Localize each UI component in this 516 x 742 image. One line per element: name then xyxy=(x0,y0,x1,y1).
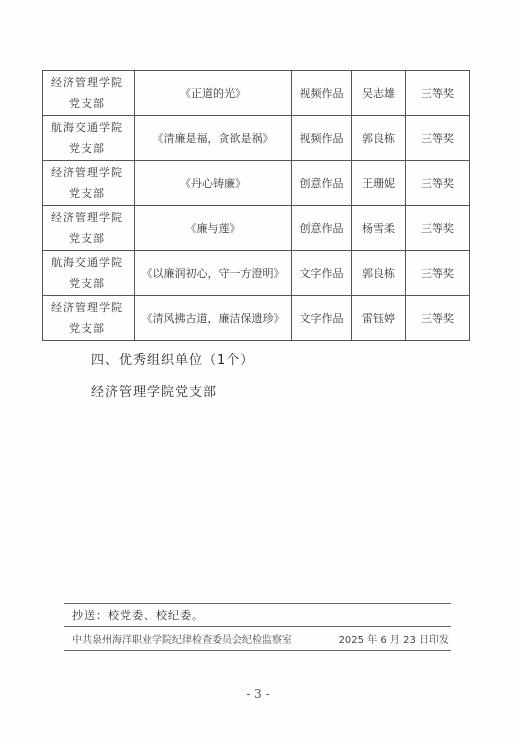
page-number: - 3 - xyxy=(246,687,270,701)
unit-cell xyxy=(43,251,135,296)
unit-branch: 党支部 xyxy=(69,277,105,290)
work-title-cell: 《清风拂古道，廉洁保遗珍》 xyxy=(135,296,292,341)
unit-branch: 党支部 xyxy=(69,187,105,200)
unit-name: 经济管理学院 xyxy=(51,211,123,224)
author-cell: 王珊妮 xyxy=(352,161,406,206)
cc-line: 抄送：校党委、校纪委。 xyxy=(72,609,204,622)
unit-name: 经济管理学院 xyxy=(51,166,123,179)
author-cell: 郭良栋 xyxy=(352,251,406,296)
work-type-cell: 视频作品 xyxy=(292,71,352,116)
unit-branch: 党支部 xyxy=(69,232,105,245)
unit-branch: 党支部 xyxy=(69,97,105,110)
work-title-cell: 《以廉润初心，守一方澄明》 xyxy=(135,251,292,296)
work-title-cell: 《正道的光》 xyxy=(135,71,292,116)
table-row xyxy=(43,251,470,296)
prize-cell: 三等奖 xyxy=(406,71,470,116)
unit-cell xyxy=(43,116,135,161)
author-cell: 吴志雄 xyxy=(352,71,406,116)
prize-cell: 三等奖 xyxy=(406,251,470,296)
awards-table xyxy=(42,70,470,341)
section-heading: 四、优秀组织单位（1个） xyxy=(91,353,255,368)
organization-name: 经济管理学院党支部 xyxy=(91,385,218,400)
work-title-cell: 《丹心铸廉》 xyxy=(135,161,292,206)
work-type-cell: 文字作品 xyxy=(292,251,352,296)
unit-name: 航海交通学院 xyxy=(51,256,123,269)
unit-name: 经济管理学院 xyxy=(51,301,123,314)
issue-date: 2025 年 6 月 23 日印发 xyxy=(338,635,449,646)
table-row xyxy=(43,296,470,341)
author-cell: 雷钰婷 xyxy=(352,296,406,341)
author-cell: 杨雪柔 xyxy=(352,206,406,251)
issuer-name: 中共泉州海洋职业学院纪律检查委员会纪检监察室 xyxy=(72,635,292,646)
unit-cell xyxy=(43,206,135,251)
unit-branch: 党支部 xyxy=(69,142,105,155)
unit-cell xyxy=(43,296,135,341)
prize-cell: 三等奖 xyxy=(406,296,470,341)
work-title-cell: 《廉与莲》 xyxy=(135,206,292,251)
work-type-cell: 创意作品 xyxy=(292,206,352,251)
unit-branch: 党支部 xyxy=(69,322,105,335)
table-row xyxy=(43,206,470,251)
work-type-cell: 视频作品 xyxy=(292,116,352,161)
work-title-cell: 《清廉是福，贪欲是祸》 xyxy=(135,116,292,161)
issuer-line xyxy=(64,627,451,650)
unit-name: 航海交通学院 xyxy=(51,121,123,134)
work-type-cell: 文字作品 xyxy=(292,296,352,341)
divider xyxy=(64,650,451,651)
prize-cell: 三等奖 xyxy=(406,161,470,206)
distribution-footer xyxy=(64,603,451,651)
work-type-cell: 创意作品 xyxy=(292,161,352,206)
table-row xyxy=(43,71,470,116)
prize-cell: 三等奖 xyxy=(406,116,470,161)
author-cell: 郭良栋 xyxy=(352,116,406,161)
unit-name: 经济管理学院 xyxy=(51,76,123,89)
table-row xyxy=(43,161,470,206)
unit-cell xyxy=(43,71,135,116)
table-row xyxy=(43,116,470,161)
unit-cell xyxy=(43,161,135,206)
prize-cell: 三等奖 xyxy=(406,206,470,251)
